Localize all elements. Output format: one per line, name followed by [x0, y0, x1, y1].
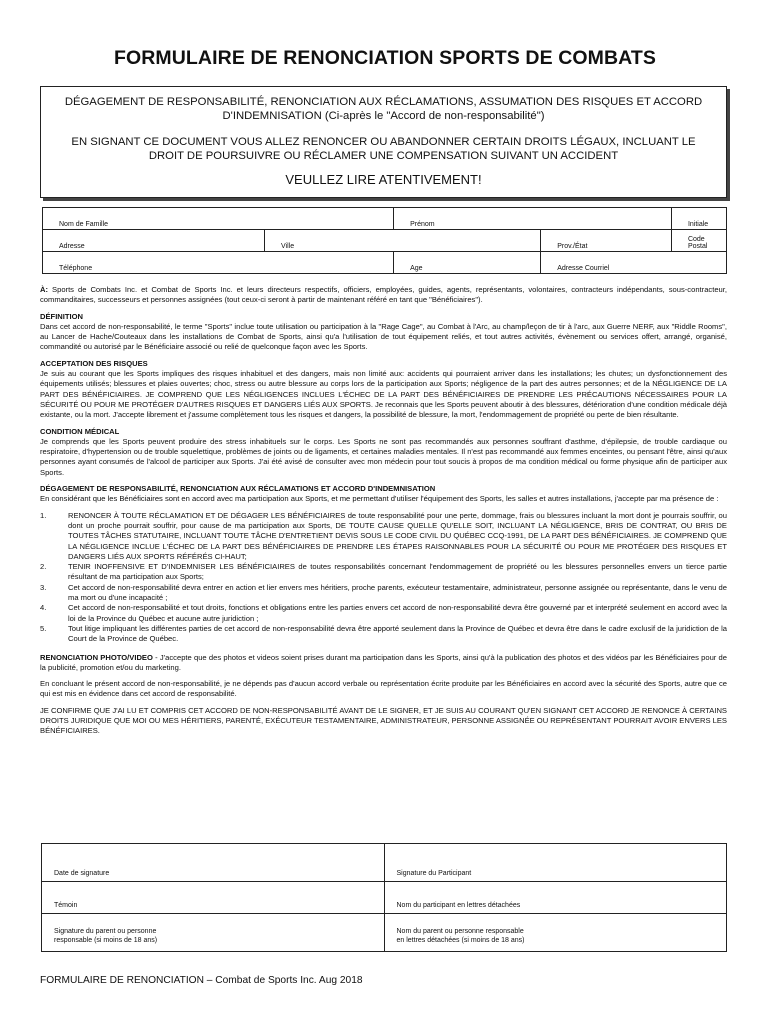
list-item-number: 3. [40, 582, 47, 592]
parent-name-field[interactable] [384, 914, 727, 952]
document-title: FORMULAIRE DE RENONCIATION SPORTS DE COMBATS [113, 47, 657, 69]
list-item-number: 5. [40, 623, 47, 633]
field-postal-code[interactable]: Code Postal [671, 230, 726, 252]
list-item-text: Tout litige impliquant les différentes parties de cet accord de non-responsabilité devra être apporté seulement dans la Province de Québec et devra être dans le cadre exclusif de la juridiction de la Court de la Province de Québec. [68, 623, 727, 644]
warning-line-1: DÉGAGEMENT DE RESPONSABILITÉ, RENONCIATION AUX RÉCLAMATIONS, ASSUMATION DES RISQUES ET ACCORD D'INDEMNISATION (Ci-après le "Accord de non-responsabilité") [64, 96, 703, 122]
confirmation-text: JE CONFIRME QUE J'AI LU ET COMPRIS CET ACCORD DE NON-RESPONSABILITÉ AVANT DE LE SIGNER, ET JE SUIS AU COURANT QU'EN SIGNANT CET ACCORD JE RENONCE À CERTAINS DROITS JURIDIQUE QUE MOI OU MES HÉRITIERS, PARENTÉ, EXÉCUTEUR TESTAMENTAIRE, ADMINISTRATEUR, PERSONNE ASSIGNÉE OU REPRÉSENTANT POURRAIT AVOIR ENVERS LES BÉNÉFICIAIRES. [40, 705, 727, 736]
participant-info-table [42, 207, 727, 274]
warning-line-3: VEULLEZ LIRE ATENTIVEMENT! [285, 172, 482, 187]
release-text: En considérant que les Bénéficiaires sont en accord avec ma participation aux Sports, et me permettant d'utiliser l'équipement des Sports, les salles et autres installations, j'accepte par ma présence de : [40, 494, 719, 504]
list-item [40, 624, 727, 645]
photo-text: - J'accepte que des photos et videos soient prises durant ma participation dans les Sports, ainsi qu'à la publication des photos et des vidéos par les Bénéficiaires pour de la publicité, promotion et/ou du marketing. [40, 652, 727, 672]
list-item-text: TENIR INOFFENSIVE ET D'INDEMNISER LES BÉNÉFICIAIRES de toutes responsabilités concernant l'endommagement de propriété ou les blessures personnelles envers un tierce partie résultant de ma participation aux Sports; [68, 562, 727, 582]
field-initial[interactable]: Initiale [671, 208, 726, 230]
parent-signature-label-2: responsable (si moins de 18 ans) [54, 936, 158, 944]
intro-text: Sports de Combats Inc. et Combat de Sports Inc. et leurs directeurs respectifs, officiers, employées, guides, agents, représentants, volontaires, contracteurs indépendants, sous-contracteur, commanditaires, successeurs et personnes assignées (tout ceux-ci seront à partir de maintenant référé en tant que "Bénéficiaires"). [40, 285, 727, 305]
definition-heading: DÉFINITION [40, 311, 84, 321]
field-last-name[interactable]: Nom de Famille [43, 208, 394, 230]
field-address[interactable]: Adresse [43, 230, 265, 252]
page-footer: FORMULAIRE DE RENONCIATION – Combat de Sports Inc. Aug 2018 [40, 975, 363, 986]
warning-box [40, 86, 727, 198]
field-email[interactable]: Adresse Courriel [541, 252, 727, 274]
list-item-number: 4. [40, 603, 47, 613]
parent-signature-field[interactable] [42, 914, 385, 952]
participant-signature-field[interactable]: Signature du Participant [384, 844, 727, 882]
parent-name-label-2: en lettres détachées (si moins de 18 ans) [396, 936, 525, 944]
field-phone[interactable]: Téléphone [43, 252, 394, 274]
list-item-text: Cet accord de non-responsabilité devra entrer en action et lier envers mes héritiers, proche parents, exécuteur testamentaire, administrateur, personne assignée ou représentante, dans le venu de ma mort ou d'une incapacité ; [68, 582, 727, 603]
conclusion-text: En concluant le présent accord de non-responsabilité, je ne dépends pas d'aucun accord verbale ou représentation écrite produite par les Bénéficiaires en accord avec la sécurité des Sports, autre que ce qui est mis en évidence dans cet accord de responsabilité. [40, 679, 727, 699]
participant-name-field[interactable]: Nom du participant en lettres détachées [384, 882, 727, 914]
definition-text: Dans cet accord de non-responsabilité, le terme "Sports" inclue toute utilisation ou participation à la "Rage Cage", au Combat à l'Arc, au champ/leçon de tir à l'arc, aux Guerre NERF, aux "Riddle Rooms", au Lancer de Hache/Couteaux dans les installations de Combat de Sports, ainsi qu'a l'utilisation de tout équipement reliés, et tout autres activités, évènement ou services offert, arrangé, organisé, commandité ou autorisé par le Bénéficiaire associé ou relié de quelconque façon avec les Sports. [40, 321, 727, 352]
field-city[interactable]: Ville [265, 230, 541, 252]
intro-label: À: [40, 285, 49, 294]
photo-heading: RENONCIATION PHOTO/VIDEO [40, 652, 153, 662]
photo-paragraph [40, 653, 727, 674]
list-item-text: RENONCER À TOUTE RÉCLAMATION ET DE DÉGAGER LES BÉNÉFICIAIRES de toute responsabilité pour une perte, dommage, frais ou blessures incluant la mort dont je pourrais souffrir, ou dont un proche pourrait souffrir, pour cause de ma participation aux Sports, DE TOUTE CAUSE QUELLE QU'ELLE SOIT, INCLUANT LA NÉGLIGENCE, BRIS DE CONTRAT, OU BRIS DE TOUTES TÂCHES STATUTAIRE, INCLUANT TOUTE TÂCHE D'ENTRETIENT DEVIS SOUS LE CODE CIVIL DU QUÉBEC CCQ-1991, DE LA PART DES BÉNÉFICIAIRES. JE COMPREND QUE LA NÉGLIGENCE INCLUE L'ÉCHEC DE LA PART DES BÉNÉFICIAIRES DE PRENDRE LES ÉTAPES RAISONNABLES POUR LA SÉCURITÉ OU POUR ME PROTÉGER DES RISQUES ET DANGERS LIÉS AUX SPORTS RÉFÉRÉS CI-HAUT; [68, 510, 727, 561]
field-province[interactable]: Prov./État [541, 230, 672, 252]
list-item [40, 603, 727, 624]
acceptance-heading: ACCEPTATION DES RISQUES [40, 358, 148, 368]
field-first-name[interactable]: Prénom [394, 208, 672, 230]
signature-date-field[interactable]: Date de signature [42, 844, 385, 882]
medical-text: Je comprends que les Sports peuvent produire des stress inhabituels sur le corps. Les Sports ne sont pas recommandés aux personnes souffrant d'asthme, d'épilepsie, de trouble cardiaque ou respiratoire, d'hypertension ou de trouble squelettique, problèmes de joints ou de ligaments, et certaines maladies mentales. Il n'est pas recommandé aux femmes enceintes, ou pensant l'être, ainsi qu'aux personnes ayant consumés de l'alcool de participer aux Sports. J'ai été avisé de consulter avec mon médecin pour tout soucis à propos de ma condition médical ou forme physique afin de participer aux Sports. [40, 436, 727, 477]
list-item [40, 562, 727, 583]
parent-name-label-1: Nom du parent ou personne responsable [396, 928, 524, 935]
list-item [40, 511, 727, 562]
warning-line-2: EN SIGNANT CE DOCUMENT VOUS ALLEZ RENONCER OU ABANDONNER CERTAIN DROITS LÉGAUX, INCLUANT LE DROIT DE POURSUIVRE OU RÉCLAMER UNE COMPENSATION SUIVANT UN ACCIDENT [71, 136, 696, 162]
parent-signature-label-1: Signature du parent ou personne [54, 928, 157, 935]
list-item [40, 583, 727, 604]
witness-field[interactable]: Témoin [42, 882, 385, 914]
list-item-number: 1. [40, 510, 47, 520]
waiver-body [40, 285, 727, 743]
intro-paragraph [40, 285, 727, 306]
acceptance-text: Je suis au courant que les Sports impliques des risques inhabituel et des dangers, mais non limité aux: accidents qui pourraient arriver dans les installations; les chutes; un dysfonctionnement des équipements utilisés; blessures et plaies ouvertes; choc, stress ou autre blessure au corps lors de la participation aux Sports; négligence de la part des autres personnes; et de la NÉGLIGENCE DE LA PART DES BÉNÉFICIAIRES. JE COMPREND QUE LES NÉGLIGENCES INCLUES L'ÉCHEC DE LA PART DES BÉNÉFICIAIRES DE PRENDRE LES PRÉCAUTIONS NÉCESSAIRES POUR LA SÉCURITÉ OU POUR ME PROTÉGER D'AUTRES RISQUES ET DANGERS LIÉS AUX SPORTS. Je reconnais que les Sports peuvent aboutir à des blessures, détérioration d'une condition médicale déjà existante, ou la mort. J'accepte librement et j'assume complètement tous les risques et dangers, la possibilité de blessure, la mort, l'endommagement de propriété ou perte de bien résultante. [40, 369, 727, 420]
medical-heading: CONDITION MÉDICAL [40, 426, 120, 436]
list-item-text: Cet accord de non-responsabilité et tout droits, fonctions et obligations entre les parties envers cet accord de non-responsabilité devra être gouverné par et interprété seulement en accord avec la loi de la Province du Québec et aucune autre juridiction ; [68, 603, 727, 623]
release-list [40, 511, 727, 645]
release-heading: DÉGAGEMENT DE RESPONSABILITÉ, RENONCIATION AUX RÉCLAMATIONS ET ACCORD D'INDEMNISATION [40, 484, 436, 494]
list-item-number: 2. [40, 562, 47, 572]
field-age[interactable]: Age [394, 252, 541, 274]
signature-table [41, 843, 727, 952]
